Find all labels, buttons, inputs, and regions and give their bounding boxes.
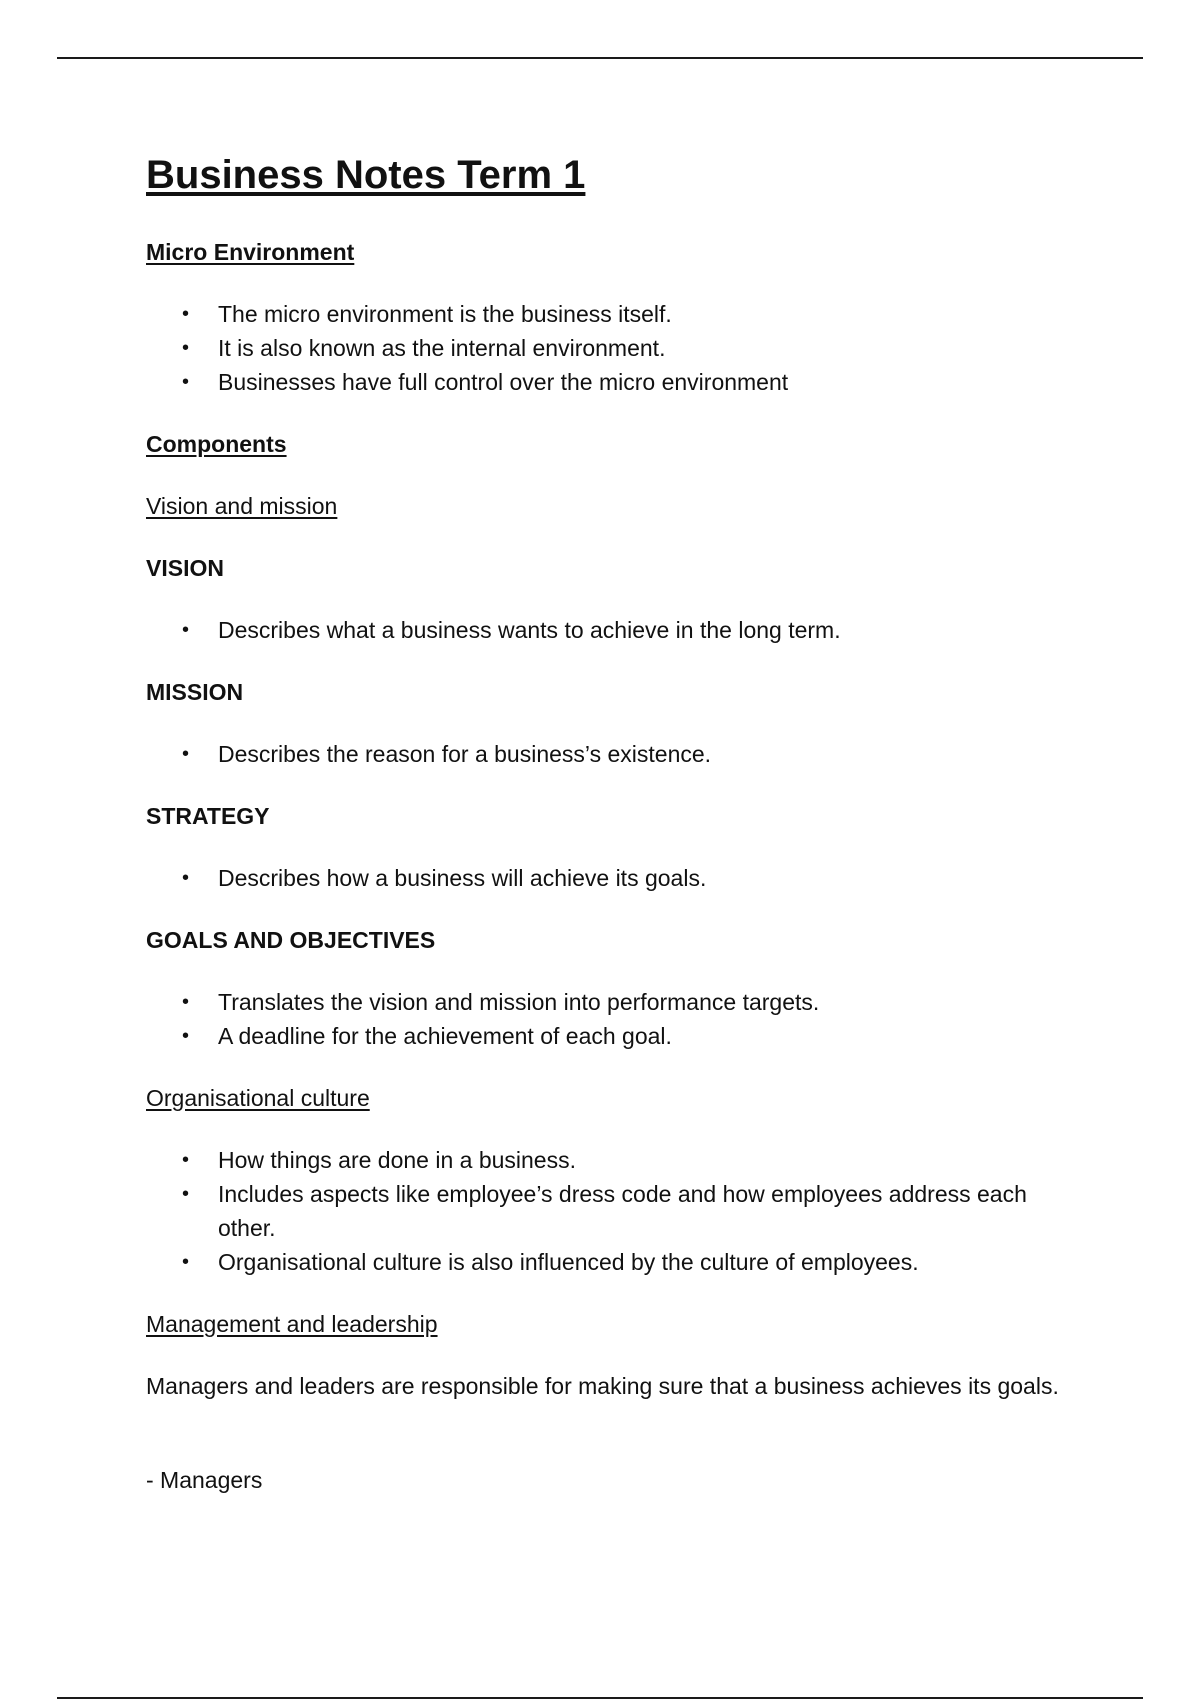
mission-heading: MISSION [146, 679, 244, 705]
mission-list [146, 737, 1076, 771]
list-item: • The micro environment is the business itself. [146, 297, 1076, 331]
list-item: • Businesses have full control over the micro environment [146, 365, 1076, 399]
document-body [146, 145, 1076, 1497]
list-item: • How things are done in a business. [146, 1143, 1076, 1177]
organisational-culture-list [146, 1143, 1076, 1279]
components-heading: Components [146, 431, 287, 457]
list-item: • Describes what a business wants to achieve in the long term. [146, 613, 1076, 647]
strategy-heading: STRATEGY [146, 803, 270, 829]
list-item: • Describes how a business will achieve its goals. [146, 861, 1076, 895]
management-paragraph: Managers and leaders are responsible for making sure that a business achieves its goals. [146, 1373, 1059, 1399]
micro-environment-list [146, 297, 1076, 399]
strategy-list [146, 861, 1076, 895]
list-item: • Organisational culture is also influenced by the culture of employees. [146, 1245, 1076, 1279]
organisational-culture-heading: Organisational culture [146, 1085, 370, 1111]
list-item: • A deadline for the achievement of each goal. [146, 1019, 1076, 1053]
bottom-rule [57, 1697, 1143, 1699]
list-item: • Includes aspects like employee’s dress code and how employees address each other. [146, 1177, 1076, 1245]
list-item: • It is also known as the internal environment. [146, 331, 1076, 365]
vision-heading: VISION [146, 555, 224, 581]
vision-list [146, 613, 1076, 647]
list-item: • Translates the vision and mission into performance targets. [146, 985, 1076, 1019]
page-title: Business Notes Term 1 [146, 153, 586, 197]
goals-objectives-heading: GOALS AND OBJECTIVES [146, 927, 436, 953]
managers-item: - Managers [146, 1467, 263, 1493]
management-leadership-heading: Management and leadership [146, 1311, 438, 1337]
vision-mission-heading: Vision and mission [146, 493, 338, 519]
goals-list [146, 985, 1076, 1053]
top-rule [57, 57, 1143, 59]
list-item: • Describes the reason for a business’s existence. [146, 737, 1076, 771]
micro-environment-heading: Micro Environment [146, 239, 355, 265]
